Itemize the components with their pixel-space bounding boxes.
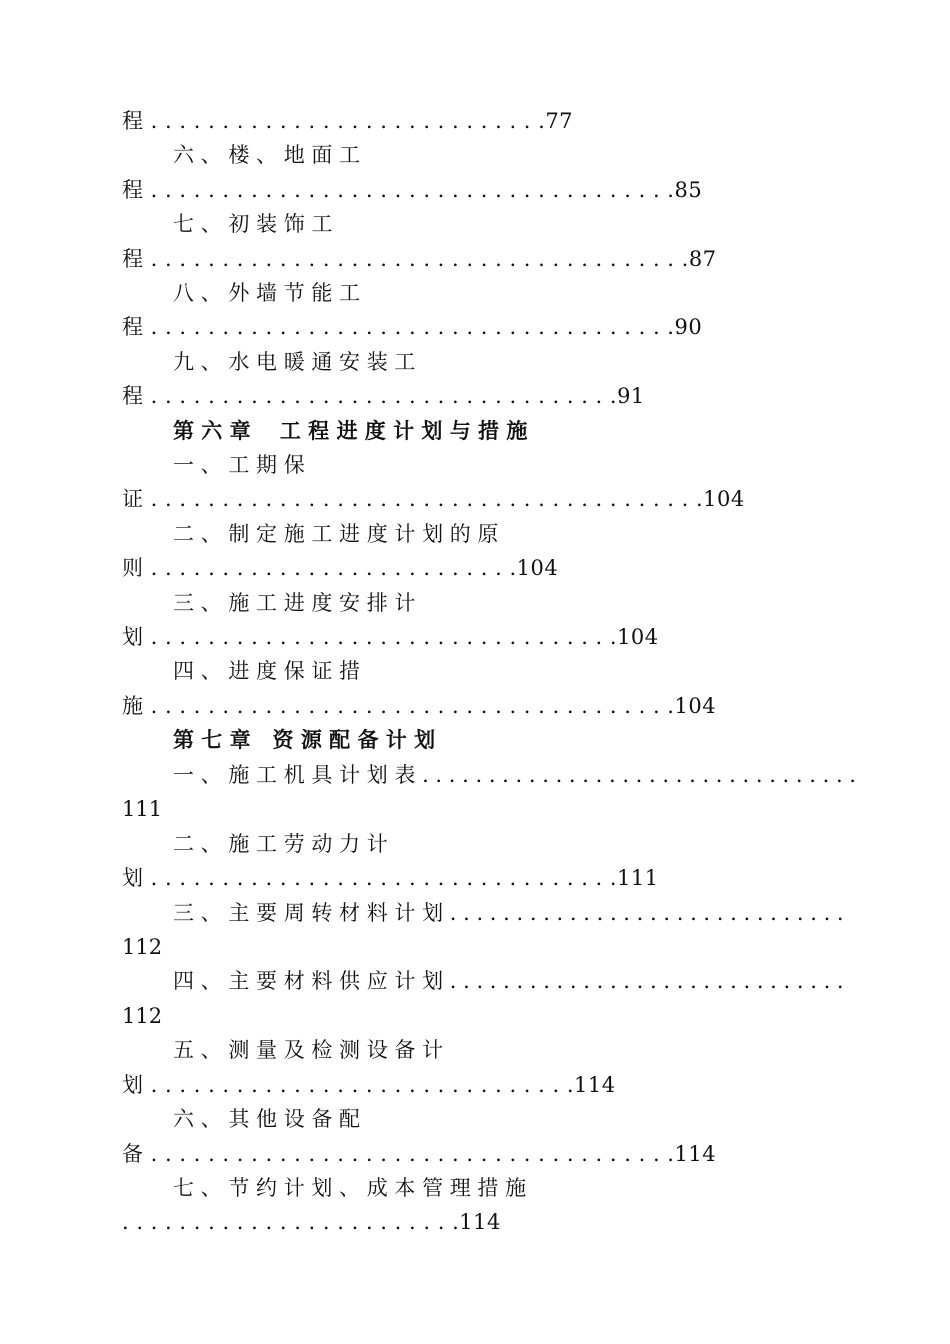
toc-line: . . . . . . . . . . . . . . . . . . . . . . . .114 <box>122 1210 501 1234</box>
toc-line: 则 . . . . . . . . . . . . . . . . . . . . . . . . . .104 <box>122 556 559 580</box>
toc-line: 程 . . . . . . . . . . . . . . . . . . . . . . . . . . . . . . . . . . . . .85 <box>122 178 703 202</box>
toc-entry-heading: 二 、 制 定 施 工 进 度 计 划 的 原 <box>173 522 499 546</box>
toc-line: 程 . . . . . . . . . . . . . . . . . . . . . . . . . . . .77 <box>122 109 574 133</box>
toc-line: 划 . . . . . . . . . . . . . . . . . . . . . . . . . . . . . . . . .104 <box>122 625 659 649</box>
toc-page-number: 112 <box>122 1004 163 1028</box>
toc-line: 划 . . . . . . . . . . . . . . . . . . . . . . . . . . . . . . . . .111 <box>122 866 659 890</box>
toc-entry-heading: 八 、 外 墙 节 能 工 <box>173 281 361 305</box>
toc-entry-heading: 六 、 楼 、 地 面 工 <box>173 143 361 167</box>
toc-line: 程 . . . . . . . . . . . . . . . . . . . . . . . . . . . . . . . . . . . . .90 <box>122 315 703 339</box>
toc-entry-heading: 六 、 其 他 设 备 配 <box>173 1107 361 1131</box>
chapter-heading: 第 六 章 工 程 进 度 计 划 与 措 施 <box>173 418 528 443</box>
toc-entry-heading: 三 、 主 要 周 转 材 料 计 划 . . . . . . . . . . . . . . . . . . . . . . . . . . . . . . <box>173 901 844 925</box>
chapter-heading: 第 七 章 资 源 配 备 计 划 <box>173 727 436 752</box>
toc-entry-heading: 一 、 施 工 机 具 计 划 表 . . . . . . . . . . . . . . . . . . . . . . . . . . . . . . . . . <box>173 763 856 787</box>
toc-line: 施 . . . . . . . . . . . . . . . . . . . . . . . . . . . . . . . . . . . . .104 <box>122 694 717 718</box>
toc-entry-heading: 一 、 工 期 保 <box>173 453 305 477</box>
toc-line: 证 . . . . . . . . . . . . . . . . . . . . . . . . . . . . . . . . . . . . . . .104 <box>122 487 745 511</box>
toc-entry-heading: 四 、 主 要 材 料 供 应 计 划 . . . . . . . . . . . . . . . . . . . . . . . . . . . . . . <box>173 969 844 993</box>
toc-entry-heading: 九 、 水 电 暖 通 安 装 工 <box>173 350 416 374</box>
toc-entry-heading: 三 、 施 工 进 度 安 排 计 <box>173 591 416 615</box>
toc-entry-heading: 五 、 测 量 及 检 测 设 备 计 <box>173 1038 444 1062</box>
toc-entry-heading: 四 、 进 度 保 证 措 <box>173 659 361 683</box>
toc-entry-heading: 二 、 施 工 劳 动 力 计 <box>173 832 388 856</box>
toc-line: 划 . . . . . . . . . . . . . . . . . . . . . . . . . . . . . .114 <box>122 1073 616 1097</box>
toc-line: 程 . . . . . . . . . . . . . . . . . . . . . . . . . . . . . . . . .91 <box>122 384 645 408</box>
toc-entry-heading: 七 、 节 约 计 划 、 成 本 管 理 措 施 <box>173 1176 527 1200</box>
toc-entry-heading: 七 、 初 装 饰 工 <box>173 212 333 236</box>
toc-line: 备 . . . . . . . . . . . . . . . . . . . . . . . . . . . . . . . . . . . . .114 <box>122 1142 717 1166</box>
toc-page-number: 112 <box>122 935 163 959</box>
toc-line: 程 . . . . . . . . . . . . . . . . . . . . . . . . . . . . . . . . . . . . . .87 <box>122 247 717 271</box>
toc-page-number: 111 <box>122 797 163 821</box>
